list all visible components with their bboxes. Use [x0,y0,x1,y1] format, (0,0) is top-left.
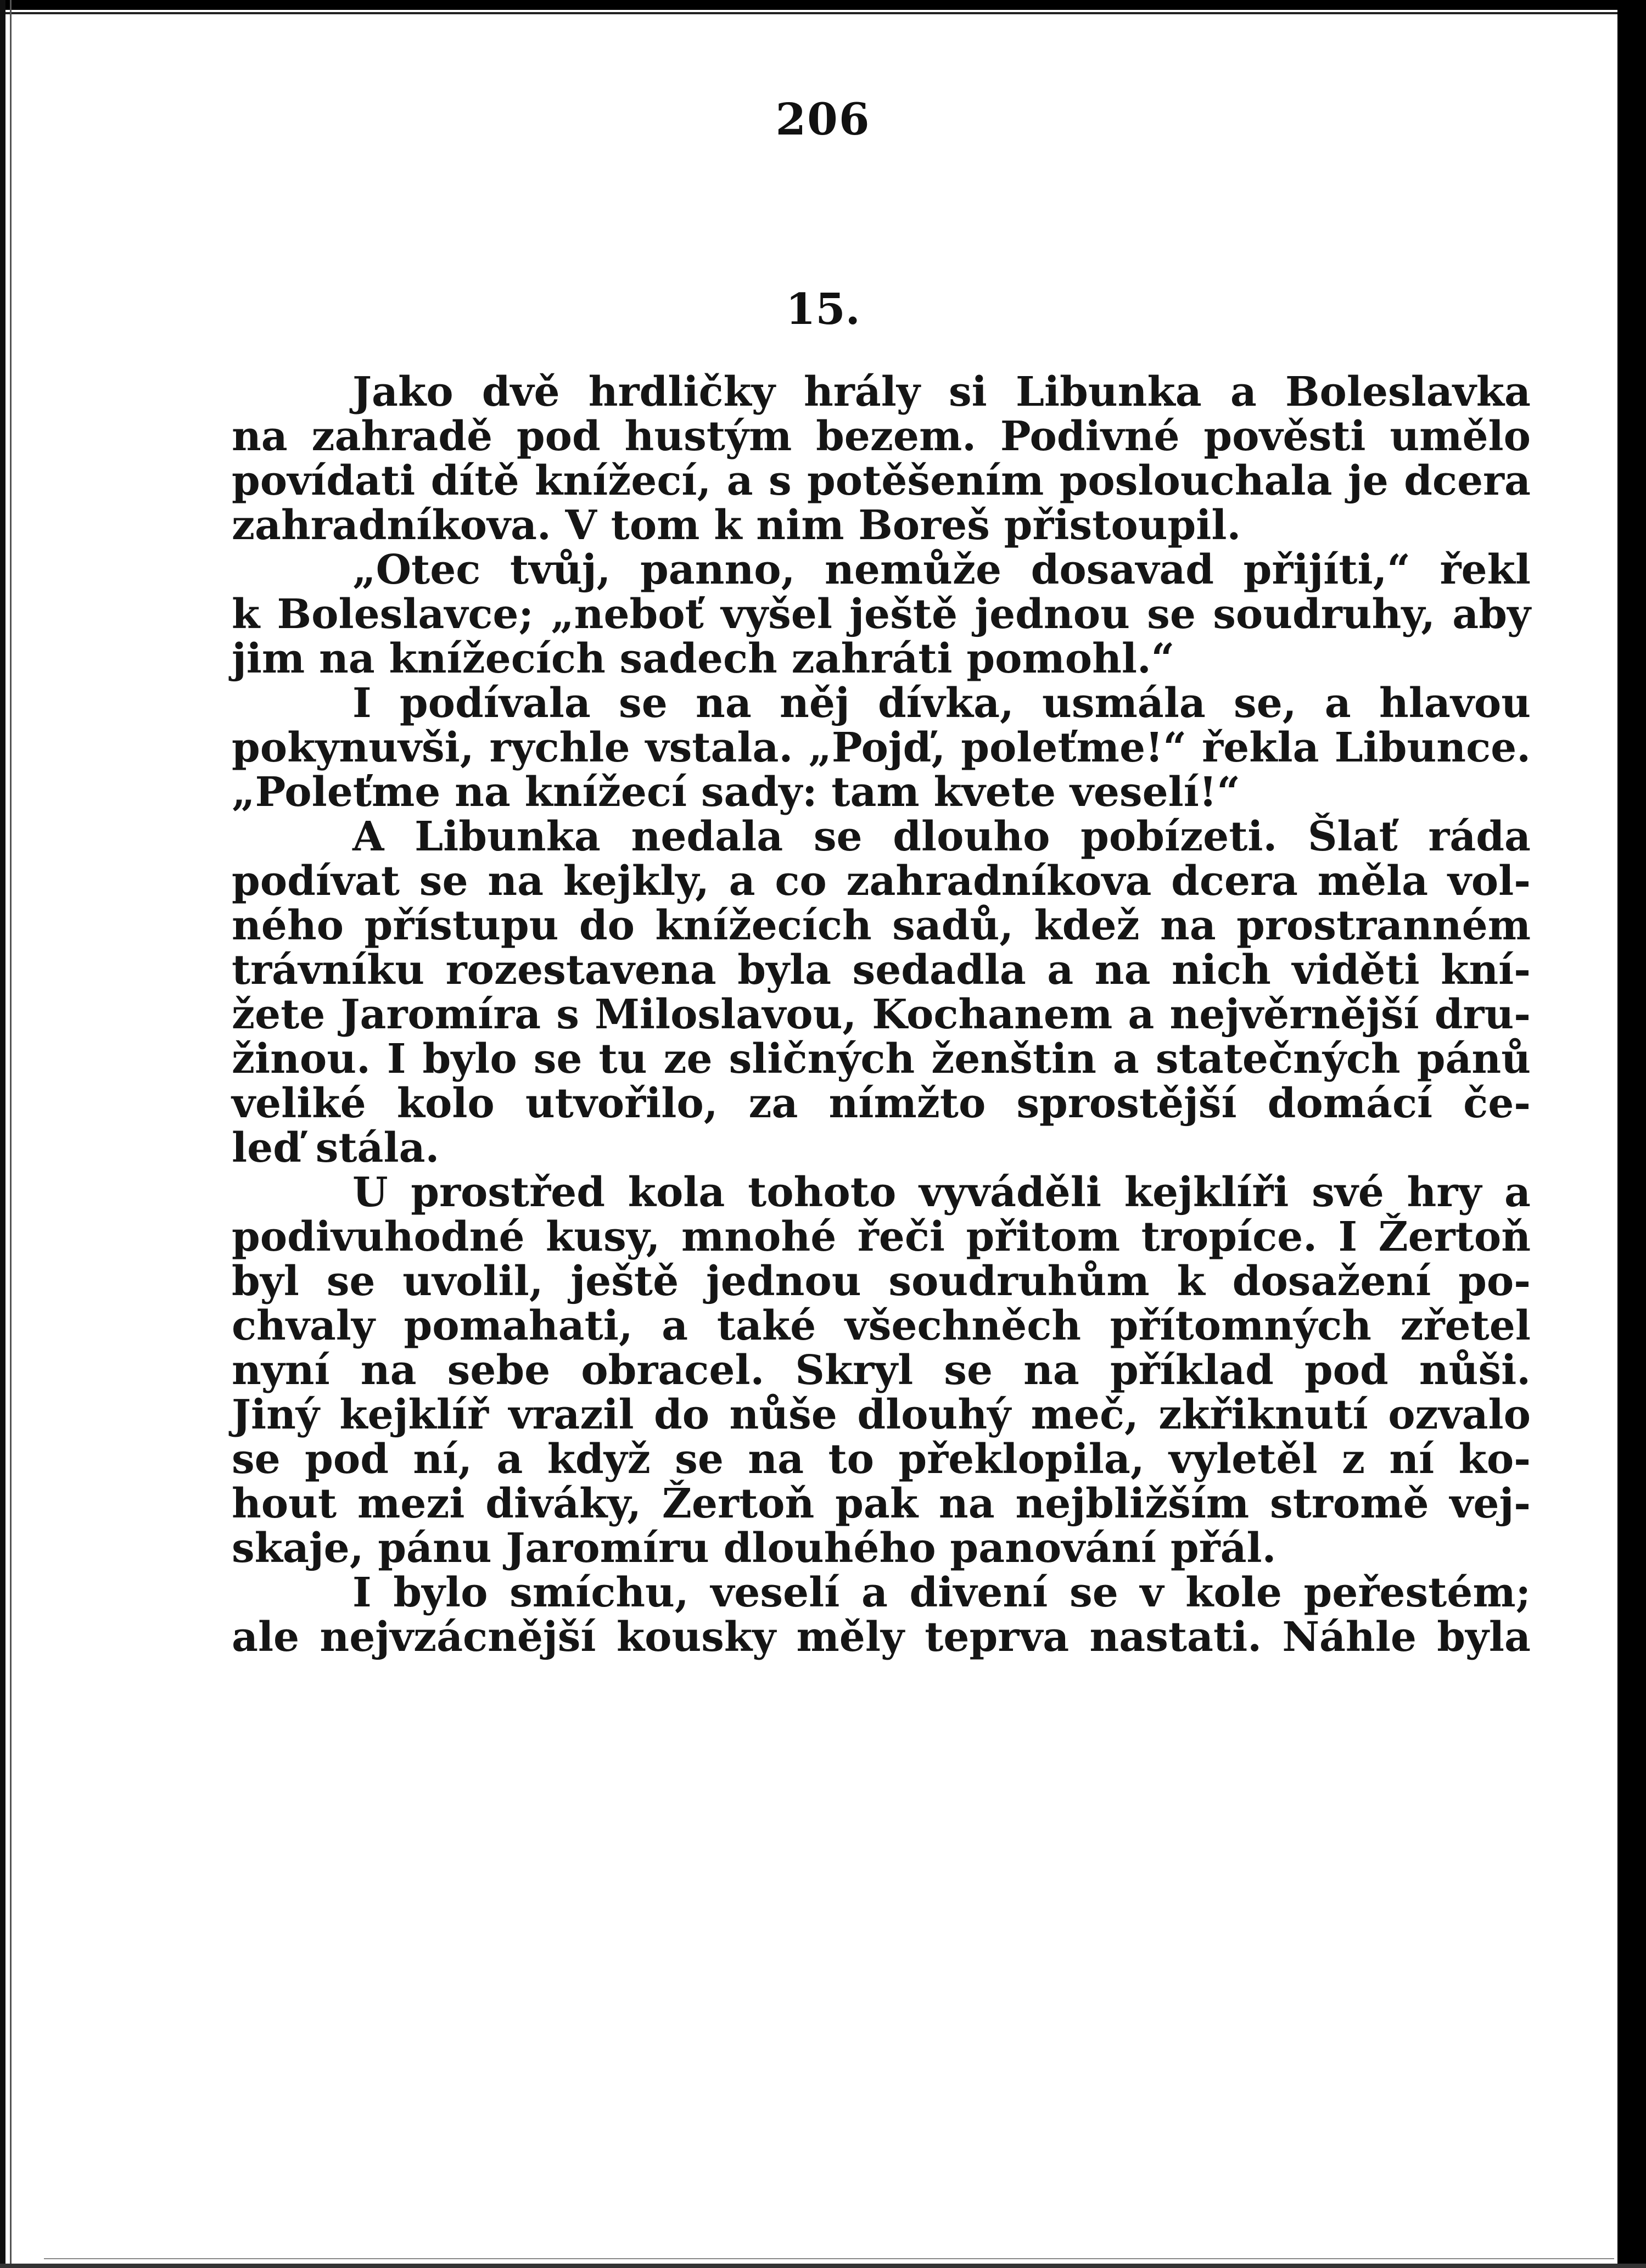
text-line: Jako dvě hrdličky hrály si Libunka a Boleslavka [352,368,1531,416]
text-line: leď stála. [232,1124,440,1172]
text-line: zahradníkova. V tom k nim Boreš přistoupil. [232,502,1241,549]
scan-edge-top-line [0,12,1617,14]
scan-edge-right [1617,0,1646,2268]
text-line: byl se uvolil, ještě jednou soudruhům k dosažení po- [232,1258,1531,1305]
text-line: jim na knížecích sadech zahráti pomohl.“ [232,635,1175,682]
scan-edge-left [0,0,5,2268]
text-line: trávníku rozestavena byla sedadla a na nich viděti kní- [232,947,1531,994]
text-line: „Poleťme na knížecí sady: tam kvete veselí!“ [232,769,1240,816]
body-text [232,370,1531,1660]
text-line: „Otec tvůj, panno, nemůže dosavad přijíti,“ řekl [352,546,1531,593]
text-line: žinou. I bylo se tu ze sličných ženštin a statečných pánů [232,1035,1531,1083]
text-line: na zahradě pod hustým bezem. Podivné pověsti umělo [232,413,1531,460]
text-line: podívat se na kejkly, a co zahradníkova dcera měla vol- [232,858,1531,905]
text-line: A Libunka nedala se dlouho pobízeti. Šlať ráda [352,813,1531,860]
text-line: I podívala se na něj dívka, usmála se, a hlavou [352,680,1531,727]
text-line: ale nejvzácnější kousky měly teprva nastati. Náhle byla [232,1614,1531,1661]
text-line: k Boleslavce; „neboť vyšel ještě jednou se soudruhy, aby [232,591,1531,638]
scan-edge-bottom [0,2264,1646,2268]
text-line: podivuhodné kusy, mnohé řeči přitom tropíce. I Žertoň [232,1213,1531,1261]
text-line: povídati dítě knížecí, a s potěšením poslouchala je dcera [232,457,1531,505]
text-line: veliké kolo utvořilo, za nímžto sprostější domácí če- [232,1080,1531,1127]
text-line: Jiný kejklíř vrazil do nůše dlouhý meč, zkřiknutí ozvalo [232,1391,1531,1438]
text-line: chvaly pomahati, a také všechněch přítomných zřetel [232,1302,1531,1349]
scan-edge-bottom-line [44,2258,1614,2259]
text-line: nyní na sebe obracel. Skryl se na příklad pod nůši. [232,1347,1531,1394]
text-line: skaje, pánu Jaromíru dlouhého panování přál. [232,1525,1277,1572]
text-line: I bylo smíchu, veselí a divení se v kole peřestém; [352,1569,1531,1616]
text-line: U prostřed kola tohoto vyváděli kejklíři své hry a [352,1169,1531,1216]
page-number: 206 [775,93,871,145]
text-line: se pod ní, a když se na to překlopila, vyletěl z ní ko- [232,1436,1531,1483]
text-line: ného přístupu do knížecích sadů, kdež na prostranném [232,902,1531,949]
text-line: hout mezi diváky, Žertoň pak na nejbližším stromě vej- [232,1480,1531,1527]
chapter-heading: 15. [786,284,860,334]
scan-edge-left-line [10,0,12,2268]
text-line: žete Jaromíra s Miloslavou, Kochanem a nejvěrnější dru- [232,991,1531,1038]
scan-edge-top [0,0,1646,10]
text-line: pokynuvši, rychle vstala. „Pojď, poleťme!“ řekla Libunce. [232,724,1531,771]
